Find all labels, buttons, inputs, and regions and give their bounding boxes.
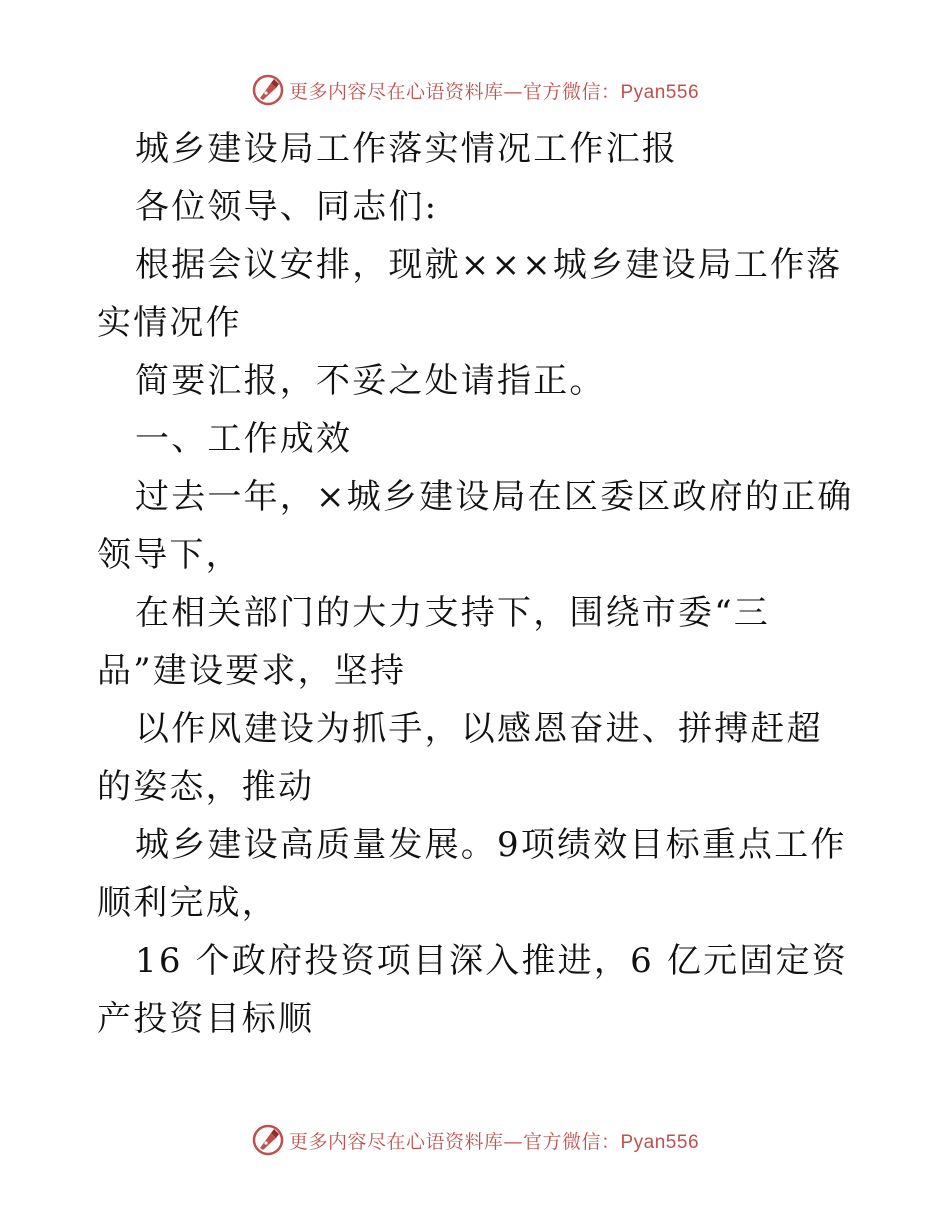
paragraph: 城乡建设高质量发展。9项绩效目标重点工作顺利完成，	[97, 825, 847, 923]
paragraph: 根据会议安排，现就×××城乡建设局工作落实情况作	[97, 245, 843, 343]
banner-text	[289, 1127, 699, 1154]
pen-nib-logo-icon	[251, 1123, 285, 1157]
document-title: 城乡建设局工作落实情况工作汇报	[135, 129, 678, 169]
paragraph: 过去一年，×城乡建设局在区委区政府的正确领导下，	[97, 477, 854, 575]
paragraph: 在相关部门的大力支持下，围绕市委“三品”建设要求，坚持	[97, 593, 770, 691]
salutation: 各位领导、同志们:	[135, 187, 439, 227]
footer-banner	[0, 1120, 950, 1160]
header-banner	[0, 70, 950, 110]
paragraph: 16 个政府投资项目深入推进，6 亿元固定资产投资目标顺	[97, 941, 848, 1039]
banner-label: 更多内容尽在心语资料库—官方微信：	[288, 80, 621, 103]
banner-wechat-id: Pyan556	[620, 1131, 700, 1153]
banner-label: 更多内容尽在心语资料库—官方微信：	[288, 1130, 621, 1153]
document-body	[97, 120, 857, 1048]
paragraph: 以作风建设为抓手，以感恩奋进、拼搏赶超的姿态，推动	[97, 709, 823, 807]
paragraph: 简要汇报，不妥之处请指正。	[135, 361, 606, 401]
section-heading: 一、工作成效	[135, 419, 353, 459]
pen-nib-logo-icon	[251, 73, 285, 107]
banner-wechat-id: Pyan556	[620, 81, 700, 103]
banner-text	[289, 77, 699, 104]
